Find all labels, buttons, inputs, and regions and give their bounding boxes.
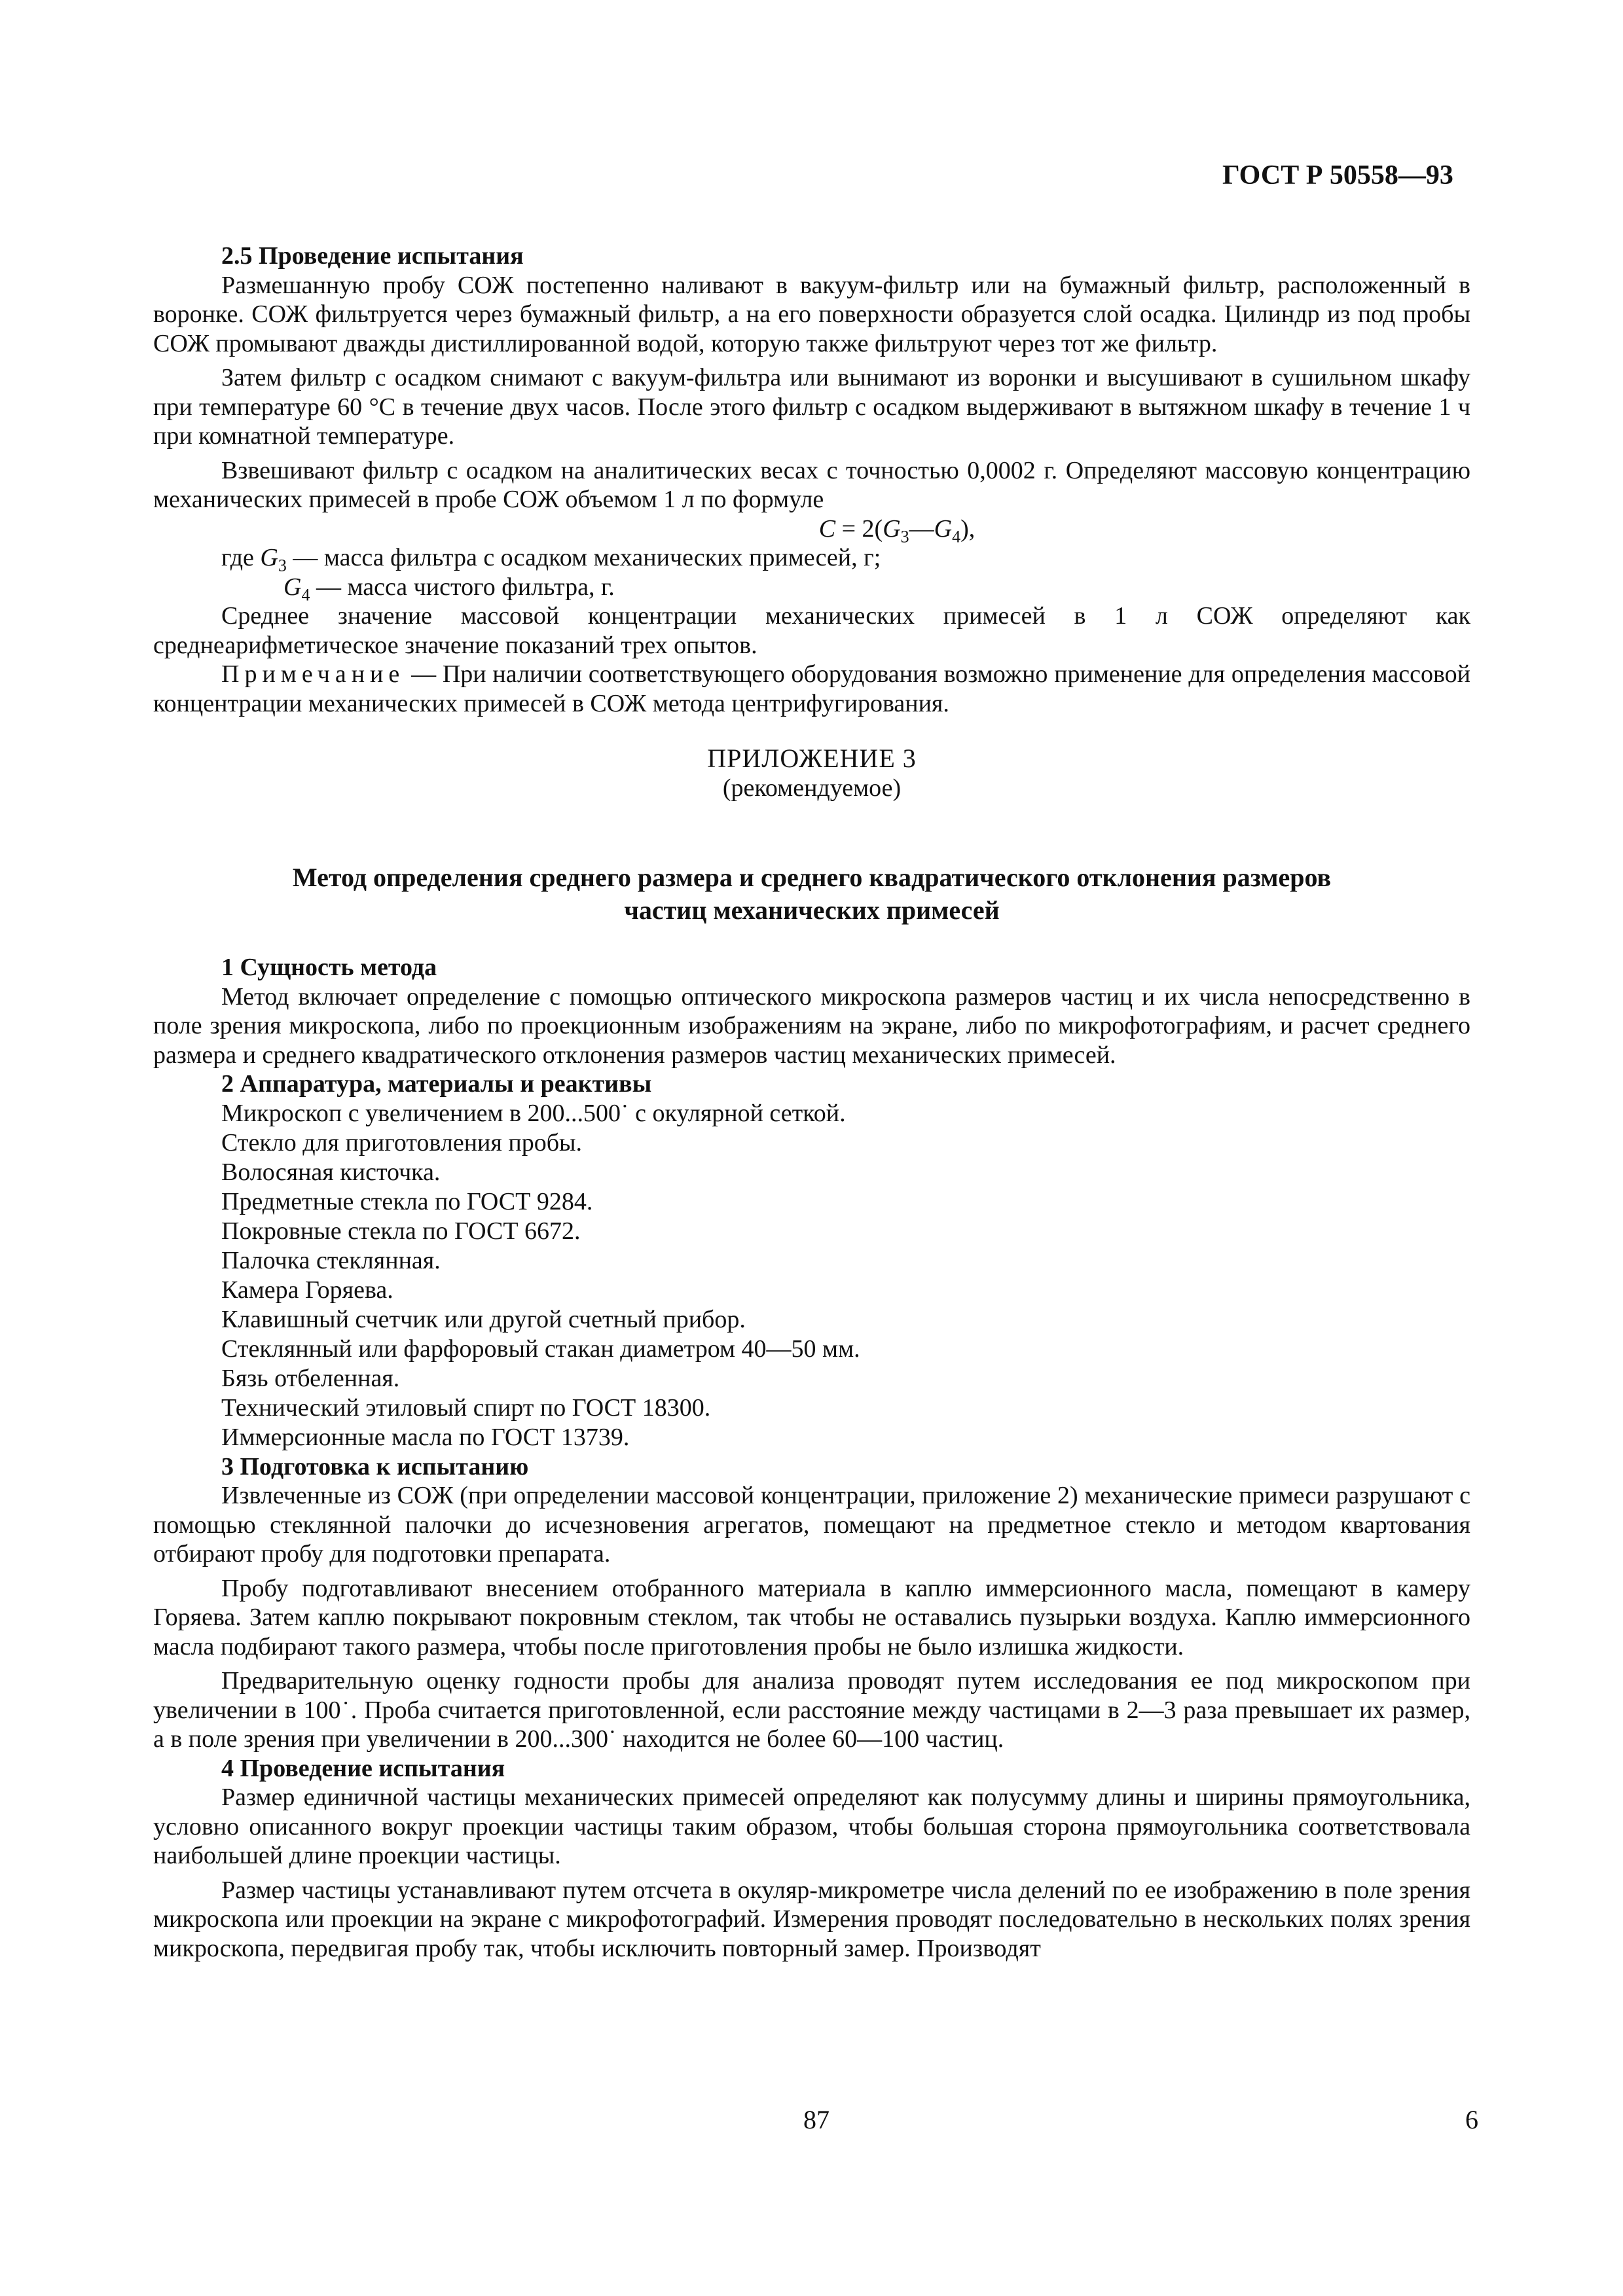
equipment-list (153, 1099, 1470, 1452)
appendix-kind: (рекомендуемое) (722, 774, 902, 802)
formula-legend-g3 (153, 543, 1470, 573)
list-item: Бязь отбеленная. (221, 1364, 400, 1392)
formula-legend-g4 (153, 573, 1470, 605)
page-number: 87 (803, 2105, 830, 2134)
formula-sub-4: 4 (952, 527, 961, 547)
appendix-title-line: частиц механических примесей (624, 895, 1000, 925)
paragraph: Размер частицы устанавливают путем отсчета в окуляр-микрометре числа делений по ее изображению в поле зрения микроскопа или проекции на экране с микрофотографий. Измерения проводят последовательно в нескольких полях зрения микроскопа, передвигая пробу так, чтобы исключить повторный замер. Производят (153, 1876, 1470, 1962)
legend-prefix: где (221, 544, 261, 571)
paragraph: Затем фильтр с осадком снимают с вакуум-фильтра или вынимают из воронки и высушивают в сушильном шкафу при температуре 60 °С в течение двух часов. После этого фильтр с осадком выдерживают в вытяжном шкафу в течение 1 ч при комнатной температуре. (153, 364, 1470, 450)
formula-lhs: C (818, 514, 836, 543)
legend-subscript: 3 (278, 556, 287, 575)
formula-sub-3: 3 (900, 527, 909, 547)
paragraph: Размешанную пробу СОЖ постепенно наливают в вакуум-фильтр или на бумажный фильтр, расположенный в воронке. СОЖ фильтруется через бумажный фильтр, а на его поверхности образуется слой осадка. Цилиндр из под пробы СОЖ промывают дважды дистиллированной водой, которую также фильтруют через тот же фильтр. (153, 271, 1470, 357)
formula-g4: G (934, 514, 953, 543)
legend-symbol: G (283, 573, 302, 601)
list-item: Предметные стекла по ГОСТ 9284. (221, 1187, 593, 1215)
appendix-title (153, 861, 1470, 927)
page-content (153, 242, 1470, 1963)
list-item: Покровные стекла по ГОСТ 6672. (221, 1217, 581, 1245)
section-heading-2-5: 2.5 Проведение испытания (221, 242, 524, 270)
paragraph: Пробу подготавливают внесением отобранного материала в каплю иммерсионного масла, помещают в камеру Горяева. Затем каплю покрывают покровным стеклом, так чтобы не оставались пузырьки воздуха. Каплю иммерсионного масла подбирают такого размера, чтобы после приготовления пробы не было излишка жидкости. (153, 1574, 1470, 1660)
section-heading-4: 4 Проведение испытания (221, 1754, 505, 1782)
document-code: ГОСТ Р 50558—93 (1222, 160, 1453, 190)
section-heading-2: 2 Аппаратура, материалы и реактивы (221, 1070, 652, 1098)
paragraph: Размер единичной частицы механических примесей определяют как полусумму длины и ширины прямоугольника, условно описанного вокруг проекции частицы таким образом, чтобы большая сторона прямоугольника соответствовала наибольшей длине проекции частицы. (153, 1784, 1470, 1869)
list-item: Волосяная кисточка. (221, 1158, 441, 1186)
legend-text: — масса чистого фильтра, г. (310, 573, 615, 601)
legend-symbol: G (260, 544, 278, 571)
list-item: Микроскоп с увеличением в 200...500˙ с окулярной сеткой. (221, 1099, 846, 1127)
formula-end: ), (960, 514, 976, 543)
paragraph: Извлеченные из СОЖ (при определении массовой концентрации, приложение 2) механические примеси разрушают с помощью стеклянной палочки до исчезновения агрегатов, помещают на предметное стекло и методом квартования отбирают пробу для подготовки препарата. (153, 1482, 1470, 1568)
legend-text: — масса фильтра с осадком механических примесей, г; (286, 544, 881, 571)
formula (153, 514, 1470, 547)
formula-minus: — (909, 514, 934, 543)
list-item: Технический этиловый спирт по ГОСТ 18300. (221, 1393, 711, 1422)
note (153, 660, 1470, 718)
paragraph: Взвешивают фильтр с осадком на аналитических весах с точностью 0,0002 г. Определяют массовую концентрацию механических примесей в пробе СОЖ объемом 1 л по формуле (153, 456, 1470, 513)
legend-subscript: 4 (301, 585, 310, 605)
formula-eq: = 2( (835, 514, 883, 543)
list-item: Клавишный счетчик или другой счетный прибор. (221, 1305, 746, 1333)
sheet-number: 6 (1465, 2105, 1478, 2134)
note-label: Примечание (221, 660, 405, 688)
paragraph: Среднее значение массовой концентрации механических примесей в 1 л СОЖ определяют как среднеарифметическое значение показаний трех опытов. (153, 602, 1470, 659)
paragraph: Предварительную оценку годности пробы для анализа проводят путем исследования ее под микроскопом при увеличении в 100˙. Проба считается приготовленной, если расстояние между частицами в 2—3 раза превышает их размер, а в поле зрения при увеличении в 200...300˙ находится не более 60—100 частиц. (153, 1667, 1470, 1753)
list-item: Стекло для приготовления пробы. (221, 1128, 583, 1157)
note-text: — При наличии соответствующего оборудования возможно применение для определения массовой концентрации механических примесей в СОЖ метода центрифугирования. (153, 660, 1470, 717)
section-heading-3: 3 Подготовка к испытанию (221, 1452, 529, 1480)
list-item: Палочка стеклянная. (221, 1246, 441, 1274)
list-item: Стеклянный или фарфоровый стакан диаметром 40—50 мм. (221, 1335, 860, 1363)
list-item: Иммерсионные масла по ГОСТ 13739. (221, 1423, 630, 1451)
appendix-title-line: Метод определения среднего размера и среднего квадратического отклонения размеров (292, 863, 1332, 892)
formula-g3: G (883, 514, 901, 543)
appendix-label: ПРИЛОЖЕНИЕ 3 (707, 744, 917, 773)
section-heading-1: 1 Сущность метода (221, 954, 437, 981)
paragraph: Метод включает определение с помощью оптического микроскопа размеров частиц и их числа непосредственно в поле зрения микроскопа, либо по проекционным изображениям на экране, либо по микрофотографиям, и расчет среднего размера и среднего квадратического отклонения размеров частиц механических примесей. (153, 982, 1470, 1069)
list-item: Камера Горяева. (221, 1276, 393, 1304)
